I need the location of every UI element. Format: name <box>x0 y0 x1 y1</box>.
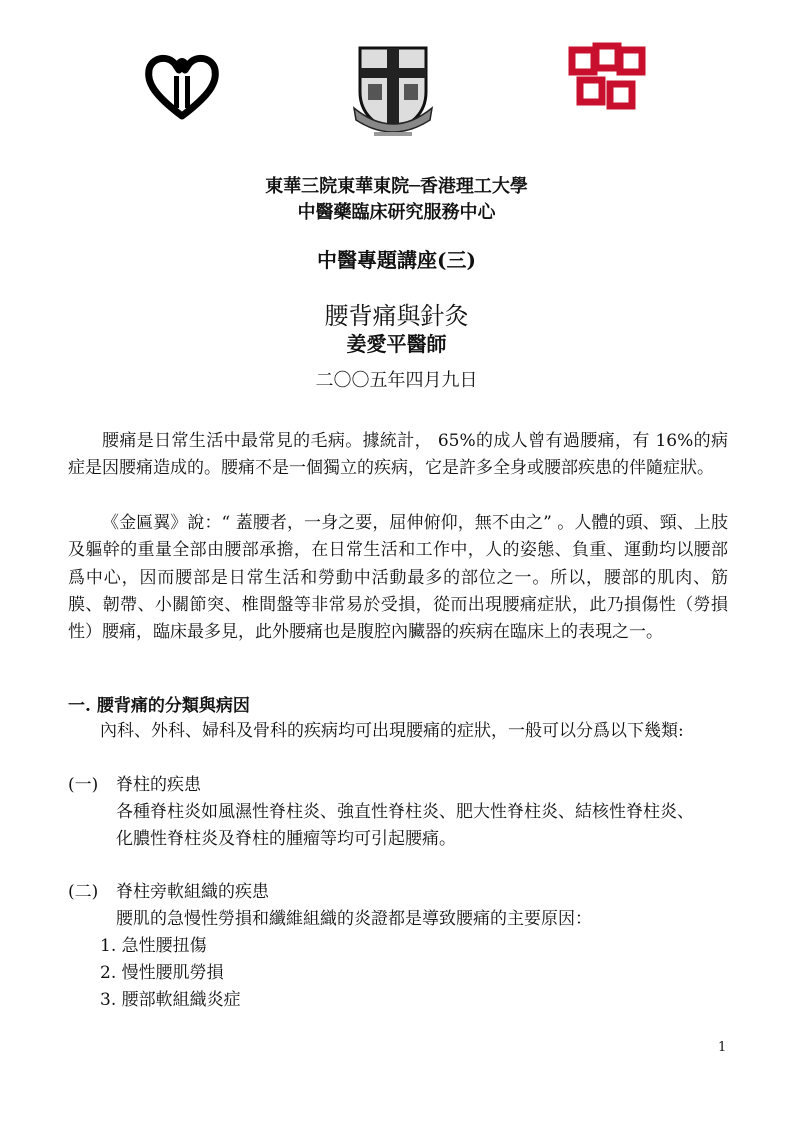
subsection-marker: (二) <box>68 882 99 902</box>
center-name: 中醫藥臨床研究服務中心 <box>297 202 496 223</box>
list-item-number: 1. <box>100 936 117 956</box>
university-crest-logo <box>352 44 434 144</box>
page-number: 1 <box>718 1040 727 1055</box>
list-item-number: 2. <box>100 963 117 983</box>
quote-paragraph: 《金匾翼》說：“ 蓋腰者，一身之要，屈伸俯仰，無不由之” 。人體的頭、頸、上肢及軀幹的重量全部由腰部承擔，在日常生活和工作中，人的姿態、負重、運動均以腰部爲中心，因而腰部是日常生活和勞動中活動最多的部位之一。所以，腰部的肌肉、筋膜、韌帶、小關節突、椎間盤等非常易於受損，從而出現腰痛症狀，此乃損傷性（勞損性）腰痛，臨床最多見，此外腰痛也是腹腔內臟器的疾病在臨床上的表現之一。 <box>68 513 728 643</box>
lecture-series-title: 中醫專題講座(三) <box>317 248 476 272</box>
list-item-text: 腰部軟組織炎症 <box>121 990 241 1010</box>
organization-name: 東華三院東華東院─香港理工大學 <box>265 176 528 197</box>
list-item-number: 3. <box>100 990 117 1010</box>
lecture-topic: 腰背痛與針灸 <box>324 302 469 330</box>
list-item <box>100 987 241 1014</box>
subsection-text-line: 化膿性脊柱炎及脊柱的腫瘤等均可引起腰痛。 <box>116 829 456 849</box>
subsection-marker: (一) <box>68 775 99 795</box>
subsection-description: 腰肌的急慢性勞損和纖維組織的炎證都是導致腰痛的主要原因： <box>116 909 592 929</box>
list-item-text: 急性腰扭傷 <box>121 936 207 956</box>
polyu-logo <box>566 42 648 118</box>
heart-logo <box>143 50 221 126</box>
list-item <box>100 960 224 987</box>
logo-bar <box>0 42 793 142</box>
section-intro: 內科、外科、婦科及骨科的疾病均可出現腰痛的症狀，一般可以分爲以下幾類: <box>100 721 684 741</box>
speaker-name: 姜愛平醫師 <box>346 332 447 356</box>
subsection-title: 脊柱的疾患 <box>116 775 201 795</box>
section-heading: 一. 腰背痛的分類與病因 <box>68 696 250 716</box>
list-item-text: 慢性腰肌勞損 <box>121 963 224 983</box>
subsection-text-line: 各種脊柱炎如風濕性脊柱炎、強直性脊柱炎、肥大性脊柱炎、結核性脊柱炎、 <box>116 802 694 822</box>
subsection-title: 脊柱旁軟組織的疾患 <box>116 882 269 902</box>
list-item <box>100 933 207 960</box>
intro-paragraph: 腰痛是日常生活中最常見的毛病。據統計， 65%的成人曾有過腰痛，有 16%的病症是因腰痛造成的。腰痛不是一個獨立的疾病，它是許多全身或腰部疾患的伴隨症狀。 <box>68 431 728 479</box>
lecture-date: 二〇〇五年四月九日 <box>315 370 478 391</box>
